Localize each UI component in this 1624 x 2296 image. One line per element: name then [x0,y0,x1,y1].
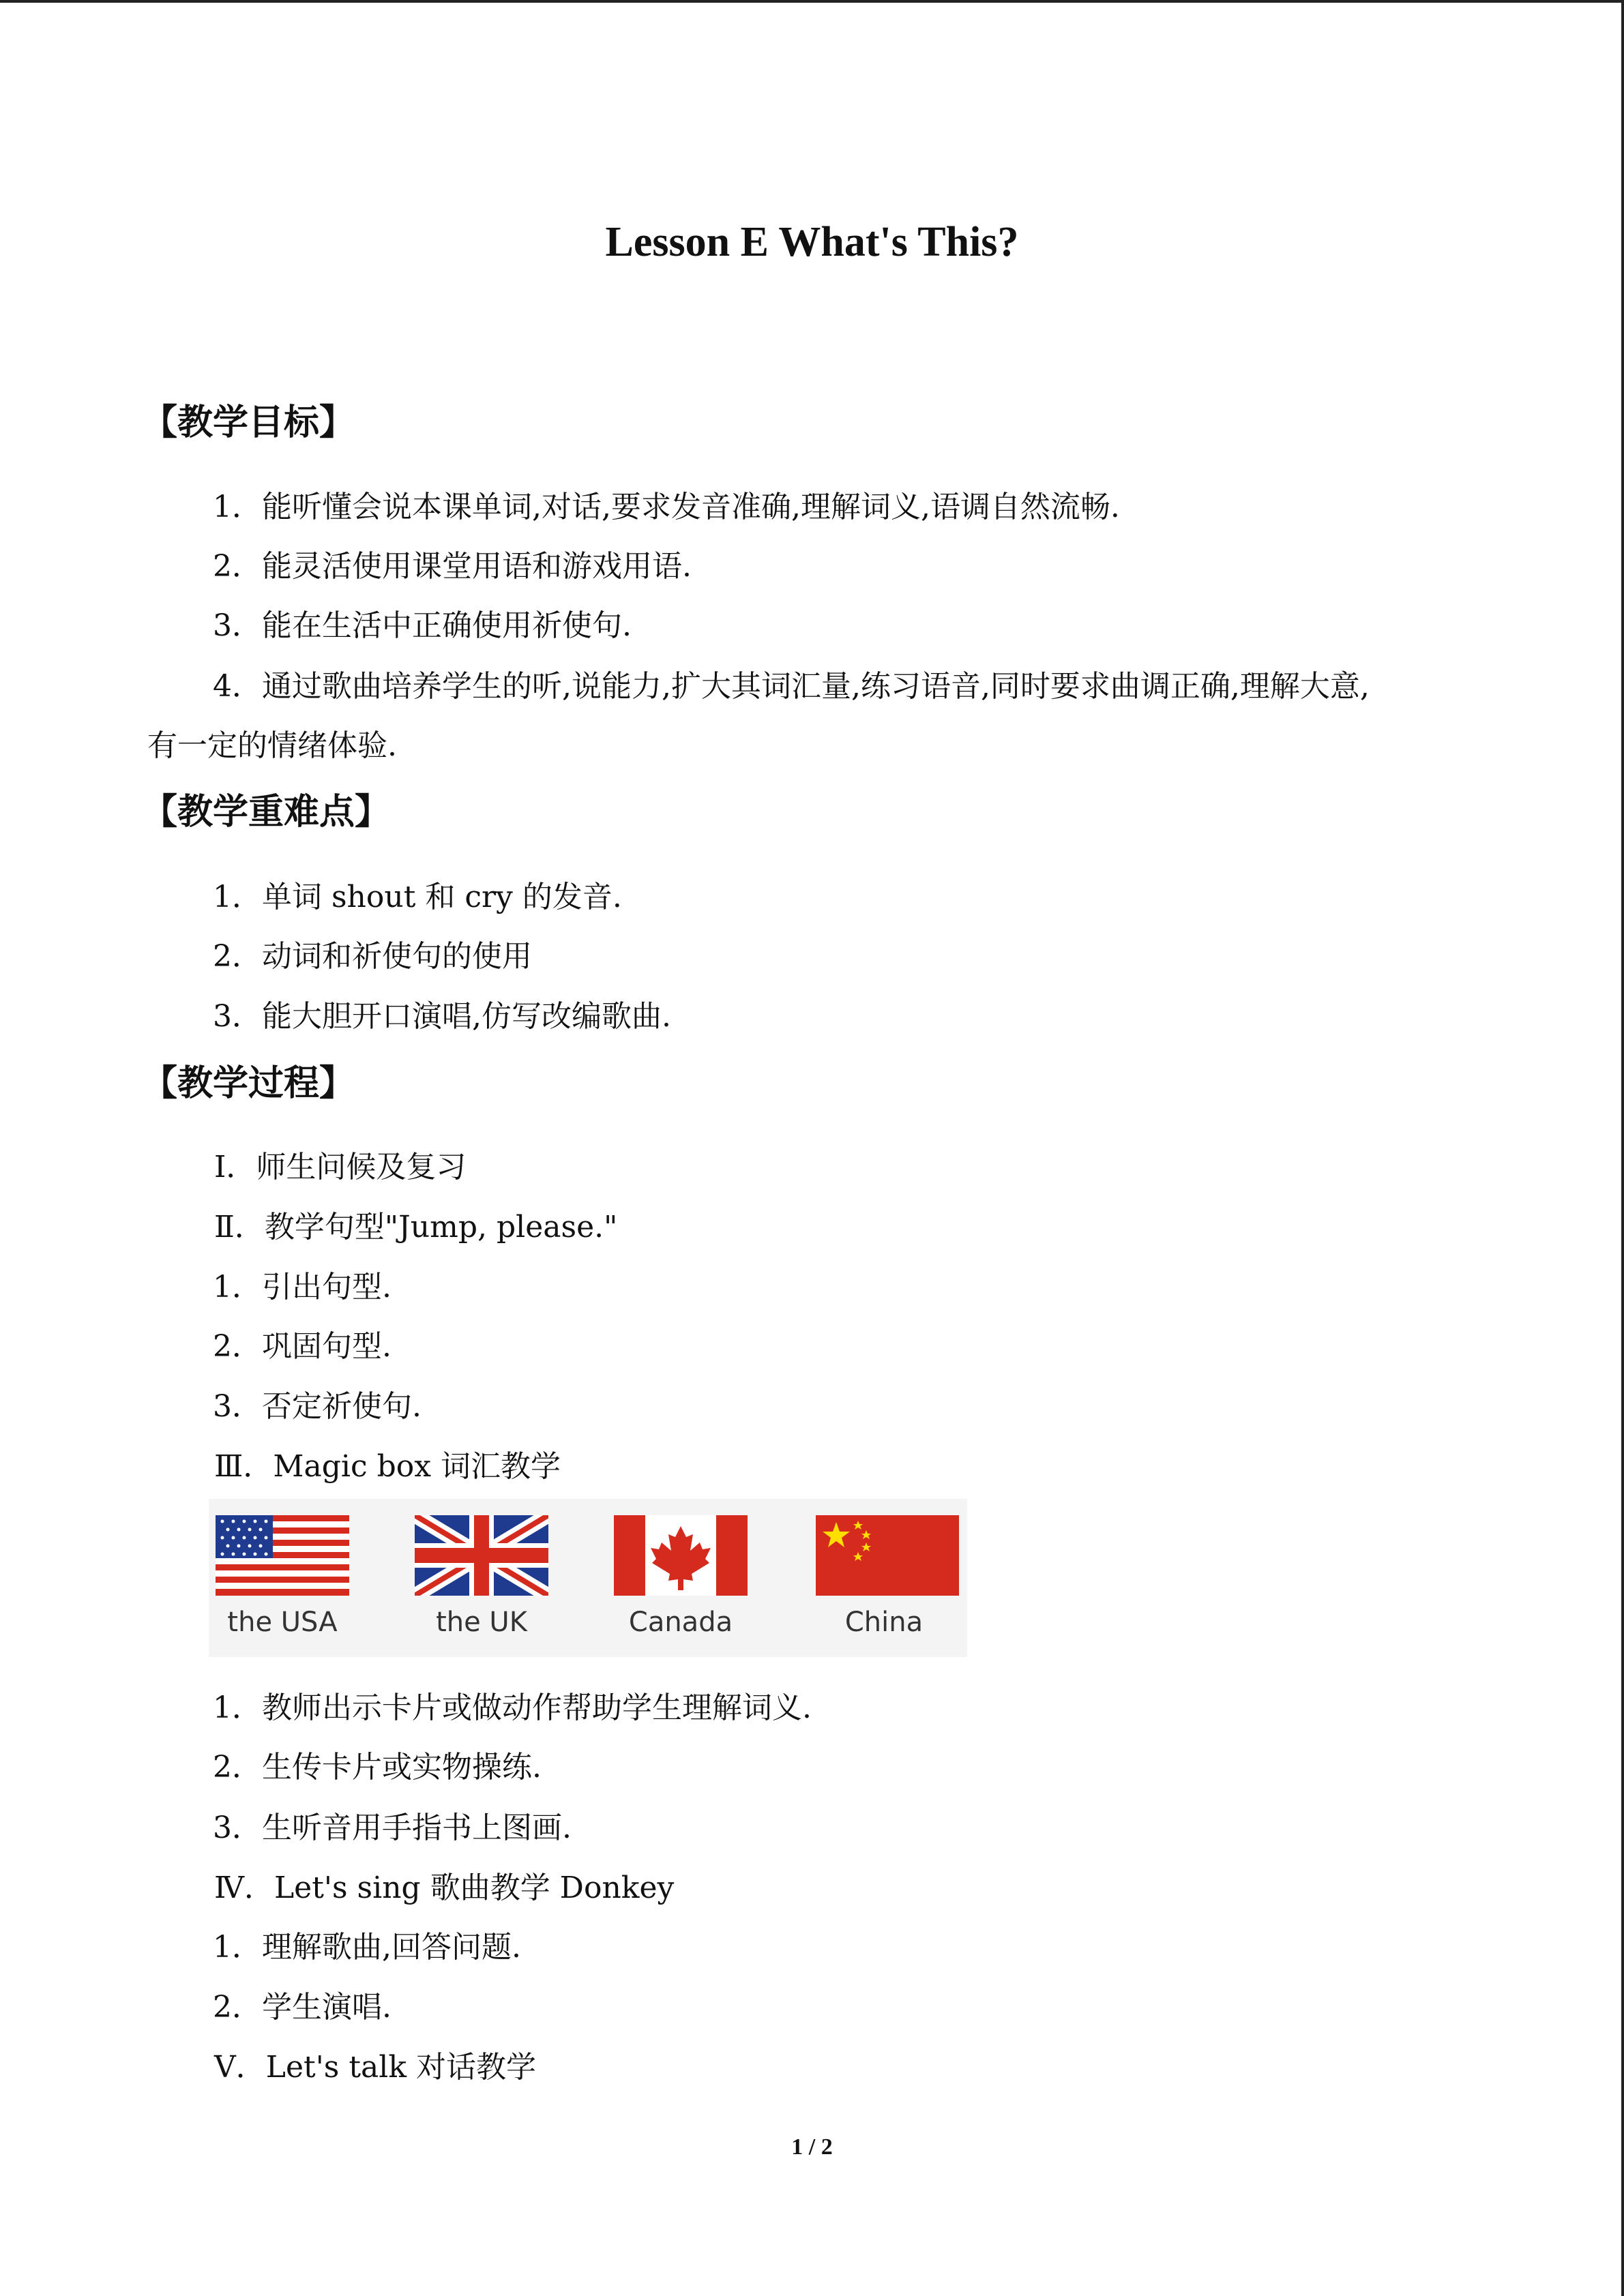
process-item: Ⅱ．教学句型"Jump, please." [214,1210,618,1244]
objective-item: 2．能灵活使用课堂用语和游戏用语. [213,549,692,584]
right-border [1621,0,1624,2296]
process-item: 1．引出句型. [213,1270,392,1304]
process-item: 3．生听音用手指书上图画. [213,1810,572,1845]
process-item: Ⅰ．师生问候及复习 [214,1150,467,1184]
process-item: 2．生传卡片或实物操练. [213,1750,542,1785]
page-number: 1 / 2 [791,2134,833,2160]
key-point-item: 3．能大胆开口演唱,仿写改编歌曲. [213,999,671,1034]
flag-label: the USA [227,1607,338,1638]
flag-card-china [816,1515,952,1652]
china-flag-icon [816,1515,959,1596]
flag-label: Canada [628,1607,733,1638]
flag-label: the UK [436,1607,527,1638]
section-heading-process: 【教学过程】 [142,1063,355,1104]
process-item: Ⅴ．Let's talk 对话教学 [214,2050,537,2085]
process-item: 1．教师出示卡片或做动作帮助学生理解词义. [213,1690,812,1725]
objective-item-continued: 有一定的情绪体验. [147,728,397,763]
process-item: 1．理解歌曲,回答问题. [213,1930,521,1965]
process-item: 3．否定祈使句. [213,1389,422,1424]
process-item: Ⅳ．Let's sing 歌曲教学 Donkey [214,1870,675,1905]
process-item: Ⅲ．Magic box 词汇教学 [214,1449,561,1484]
top-border [0,0,1624,3]
process-item: 2．巩固句型. [213,1329,392,1364]
usa-flag-icon [216,1515,349,1596]
flag-label: China [844,1607,924,1638]
objective-item: 3．能在生活中正确使用祈使句. [213,608,632,643]
uk-flag-icon [415,1515,548,1596]
page-title: Lesson E What's This? [605,219,1019,265]
section-heading-objectives: 【教学目标】 [142,402,355,443]
process-item: 2．学生演唱. [213,1990,392,2025]
flags-illustration [209,1499,967,1657]
canada-flag-icon [614,1515,748,1596]
flag-card-canada [612,1515,749,1652]
flag-card-uk [413,1515,550,1652]
section-heading-key-points: 【教学重难点】 [142,792,391,833]
key-point-item: 2．动词和祈使句的使用 [213,939,532,974]
key-point-item: 1．单词 shout 和 cry 的发音. [213,880,622,914]
flag-card-usa [214,1515,351,1652]
objective-item: 1．能听懂会说本课单词,对话,要求发音准确,理解词义,语调自然流畅. [213,490,1120,524]
objective-item: 4．通过歌曲培养学生的听,说能力,扩大其词汇量,练习语音,同时要求曲调正确,理解大意, [213,669,1370,704]
